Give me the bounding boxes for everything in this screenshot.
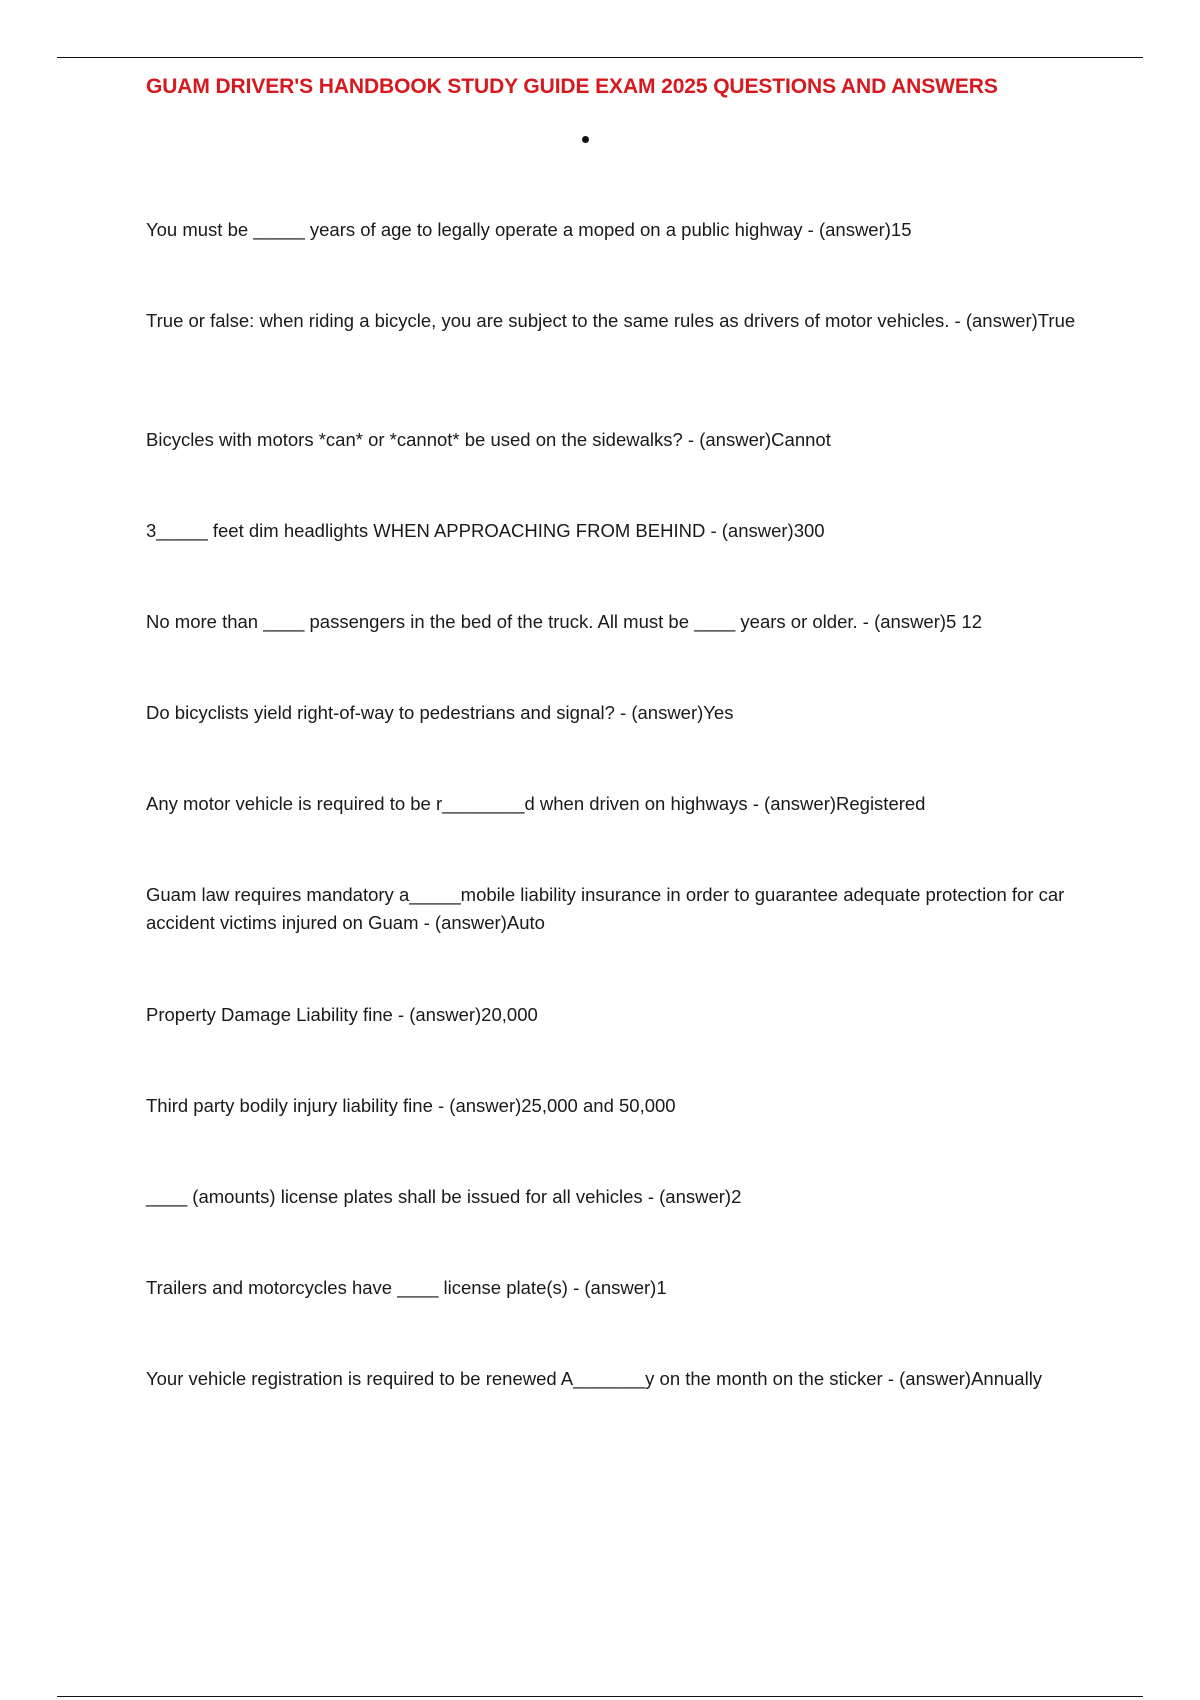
qa-item-7: Any motor vehicle is required to be r________d when driven on highways - (answer)Registered [146, 793, 926, 814]
qa-item-9: Property Damage Liability fine - (answer)20,000 [146, 1004, 538, 1025]
qa-item-4: 3_____ feet dim headlights WHEN APPROACHING FROM BEHIND - (answer)300 [146, 520, 825, 541]
qa-item-2: True or false: when riding a bicycle, you are subject to the same rules as drivers of motor vehicles. - (answer)True [146, 310, 1076, 331]
qa-item-10: Third party bodily injury liability fine - (answer)25,000 and 50,000 [146, 1095, 676, 1116]
qa-item-12: Trailers and motorcycles have ____ license plate(s) - (answer)1 [146, 1277, 667, 1298]
qa-item-1: You must be _____ years of age to legally operate a moped on a public highway - (answer)15 [146, 219, 912, 240]
document-title: GUAM DRIVER'S HANDBOOK STUDY GUIDE EXAM 2025 QUESTIONS AND ANSWERS [146, 75, 998, 98]
qa-item-6: Do bicyclists yield right-of-way to pedestrians and signal? - (answer)Yes [146, 702, 734, 723]
qa-item-3: Bicycles with motors *can* or *cannot* be used on the sidewalks? - (answer)Cannot [146, 429, 831, 450]
bullet-dot-icon [580, 134, 590, 144]
qa-item-5: No more than ____ passengers in the bed of the truck. All must be ____ years or older. - (answer)5 12 [146, 611, 983, 632]
qa-item-13: Your vehicle registration is required to be renewed A_______y on the month on the sticker - (answer)Annually [146, 1368, 1043, 1389]
top-rule [57, 57, 1143, 58]
bottom-rule [57, 1696, 1143, 1697]
qa-item-8: Guam law requires mandatory a_____mobile liability insurance in order to guarantee adequate protection for car accident victims injured on Guam - (answer)Auto [146, 884, 1065, 933]
qa-item-11: ____ (amounts) license plates shall be issued for all vehicles - (answer)2 [146, 1186, 742, 1207]
